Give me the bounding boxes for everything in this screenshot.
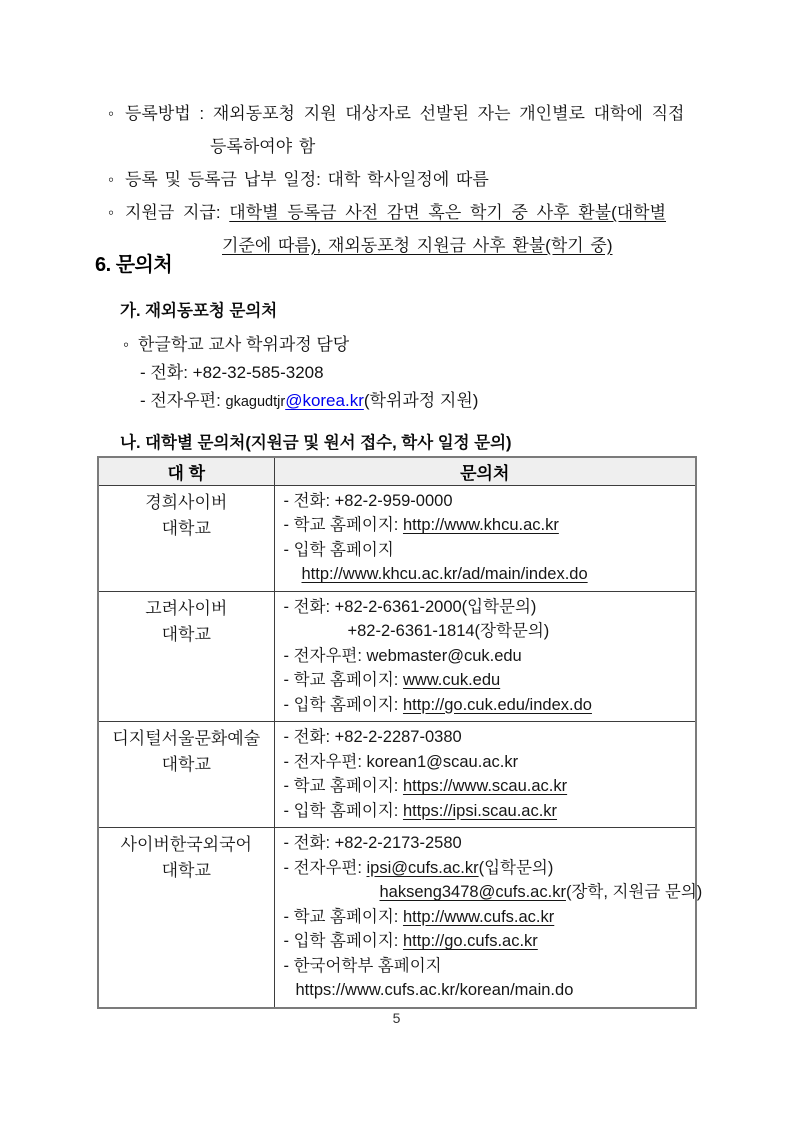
circle-bullet-icon: ◦: [108, 203, 115, 222]
contact-text: (입학문의): [478, 858, 554, 877]
contact-table-body: [98, 485, 703, 1008]
contact-text: - 입학 홈페이지:: [283, 695, 403, 714]
overseas-koreans-agency-contact: [120, 297, 478, 416]
table-row: [98, 591, 696, 722]
list-item-continuation: [108, 130, 704, 163]
contact-text: - 전화: +82-2-959-0000: [283, 491, 453, 510]
circle-bullet-icon: ◦: [123, 335, 130, 354]
hyperlink-url[interactable]: http://www.khcu.ac.kr/ad/main/index.do: [301, 565, 588, 583]
grant-payment-underlined: 대학별 등록금 사전 감면 혹은 학기 중 사후 환불(대학별: [229, 203, 667, 222]
contact-text: https://www.cufs.ac.kr/korean/main.do: [295, 981, 574, 999]
contact-text: - 전자우편:: [283, 858, 367, 877]
contact-line: [284, 668, 690, 693]
contact-details-cell: [274, 722, 696, 828]
contact-line: [284, 693, 690, 718]
contact-line: [284, 562, 690, 587]
list-item-continuation: [108, 229, 704, 262]
contact-column-header: 문의처: [274, 457, 696, 485]
list-item: [108, 97, 704, 130]
university-name-line: 사이버한국외국어: [120, 835, 252, 854]
university-name-cell: [98, 591, 274, 722]
list-item: [108, 196, 704, 229]
email-user-part: gkagudtjr: [225, 394, 286, 410]
grant-payment-underlined-cont: 기준에 따름), 재외동포청 지원금 사후 환불(학기 중): [222, 236, 613, 255]
contact-details-cell: [274, 591, 696, 722]
university-name-line: 고려사이버: [145, 598, 228, 618]
table-row: [98, 485, 696, 591]
contact-text: - 학교 홈페이지:: [283, 907, 403, 926]
registration-method-label: 등록방법 :: [125, 104, 213, 123]
contact-text: - 전화: +82-2-2287-0380: [283, 728, 462, 746]
contact-line: [284, 799, 690, 824]
university-name-line: 대학교: [161, 518, 211, 538]
contact-text: - 학교 홈페이지:: [283, 516, 403, 534]
university-name-cell: [98, 828, 274, 1008]
contact-line: [284, 929, 690, 954]
hangul-school-text: 한글학교 교사 학위과정 담당: [138, 335, 350, 354]
contact-line: [284, 513, 690, 538]
contact-text: - 입학 홈페이지: [283, 540, 394, 559]
registration-info-list: [108, 97, 704, 262]
registration-method-cont: 등록하여야 함: [210, 137, 316, 156]
university-name-line: 경희사이버: [145, 492, 228, 512]
contact-line: [284, 954, 690, 979]
university-column-header: 대 학: [98, 457, 274, 485]
university-name-line: 대학교: [161, 624, 211, 644]
contact-text: - 학교 홈페이지:: [283, 777, 403, 795]
hyperlink-url[interactable]: https://ipsi.scau.ac.kr: [402, 801, 558, 820]
contact-text: - 입학 홈페이지:: [283, 932, 403, 950]
contact-text: (장학, 지원금 문의): [565, 883, 703, 901]
subsection-na-title: 나. 대학별 문의처(지원금 및 원서 접수, 학사 일정 문의): [120, 434, 512, 452]
phone-line: - 전화: +82-32-585-3208: [140, 363, 324, 382]
contact-line: [284, 905, 690, 930]
circle-bullet-icon: ◦: [108, 170, 115, 189]
contact-details-cell: [274, 828, 703, 1008]
hyperlink-url[interactable]: http://go.cuk.edu/index.do: [402, 695, 592, 714]
university-name-cell: [98, 722, 274, 828]
contact-text: - 입학 홈페이지:: [283, 801, 403, 820]
contact-line: [284, 750, 690, 775]
email-label: - 전자우편:: [140, 391, 226, 410]
subsection-ga-title: 가. 재외동포청 문의처: [120, 302, 278, 320]
contact-line: [284, 978, 690, 1003]
contact-text: - 전자우편: korean1@scau.ac.kr: [283, 752, 519, 771]
table-header-row: [98, 457, 696, 485]
university-name-line: 대학교: [161, 861, 211, 880]
contact-line: [284, 774, 690, 799]
grant-payment-label: 지원금 지급:: [125, 203, 230, 222]
contact-line: [284, 831, 690, 856]
contact-line: [284, 619, 690, 644]
university-name-line: 대학교: [161, 755, 211, 774]
contact-line: [284, 489, 690, 514]
table-row: [98, 828, 696, 1008]
contact-text: - 전화: +82-2-2173-2580: [283, 834, 462, 852]
university-contact-table: [97, 456, 703, 1009]
hyperlink-url[interactable]: http://www.cufs.ac.kr: [402, 907, 555, 926]
contact-text: - 학교 홈페이지:: [283, 671, 403, 689]
list-item: [108, 163, 704, 196]
contact-text: - 한국어학부 홈페이지: [283, 956, 442, 975]
contact-details-cell: [274, 485, 696, 591]
university-name-cell: [98, 485, 274, 591]
contact-text: +82-2-6361-1814(장학문의): [347, 622, 550, 640]
hyperlink-url[interactable]: www.cuk.edu: [402, 671, 501, 689]
contact-line: [284, 644, 690, 669]
contact-line: [284, 725, 690, 750]
contact-line: [284, 538, 690, 563]
contact-line: [284, 595, 690, 620]
email-note: (학위과정 지원): [363, 391, 479, 410]
hyperlink-url[interactable]: http://go.cufs.ac.kr: [402, 932, 538, 950]
registration-method-text: 재외동포청 지원 대상자로 선발된 자는 개인별로 대학에 직접: [212, 104, 685, 123]
email-line: [140, 387, 478, 416]
circle-bullet-icon: ◦: [108, 104, 115, 123]
list-item: [123, 331, 478, 359]
contact-line: [284, 856, 690, 881]
contact-text: - 전화: +82-2-6361-2000(입학문의): [283, 597, 537, 616]
payment-schedule-text: 등록 및 등록금 납부 일정: 대학 학사일정에 따름: [125, 170, 489, 189]
page-number: 5: [392, 1010, 401, 1026]
section-heading: 6. 문의처: [95, 254, 173, 276]
contact-line: [284, 880, 703, 905]
hyperlink-url[interactable]: http://www.khcu.ac.kr: [402, 516, 559, 534]
university-name-line: 디지털서울문화예술: [112, 729, 261, 748]
contact-text: - 전자우편: webmaster@cuk.edu: [283, 646, 522, 665]
email-domain-link[interactable]: @korea.kr: [285, 391, 364, 410]
hyperlink-url[interactable]: https://www.scau.ac.kr: [402, 777, 568, 795]
hyperlink-url[interactable]: ipsi@cufs.ac.kr: [366, 858, 479, 877]
hyperlink-url[interactable]: hakseng3478@cufs.ac.kr: [379, 883, 566, 901]
table-row: [98, 722, 696, 828]
